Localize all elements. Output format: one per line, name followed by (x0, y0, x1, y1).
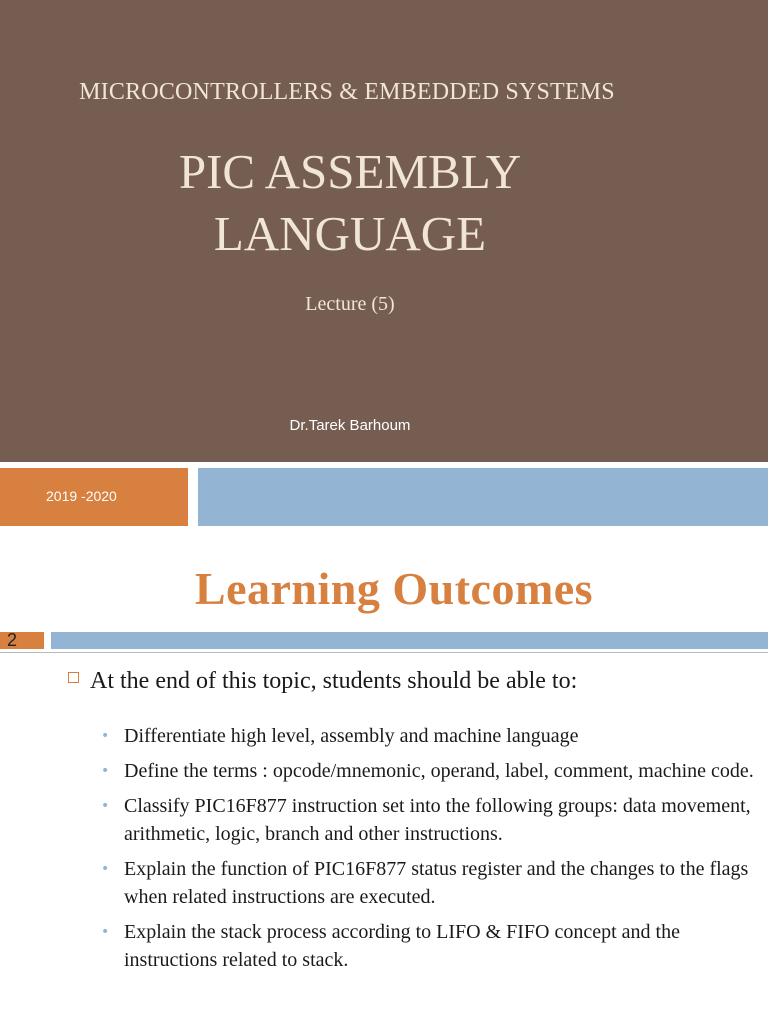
bullet-icon: • (101, 861, 110, 877)
bullet-icon: • (101, 798, 110, 814)
divider (0, 652, 768, 653)
lecture-title-line2: LANGUAGE (213, 206, 487, 261)
list-item (100, 722, 760, 750)
lecture-title (0, 141, 700, 265)
title-panel (0, 0, 768, 462)
outcomes-list (100, 722, 760, 981)
bullet-icon: • (101, 763, 110, 779)
list-item (100, 918, 760, 974)
academic-year: 2019 -2020 (46, 488, 117, 504)
bullet-icon: • (101, 924, 110, 940)
intro-text (68, 668, 758, 695)
outcome-text: Define the terms : opcode/mnemonic, operand, label, comment, machine code. (124, 760, 754, 782)
slide-number-box (0, 632, 44, 649)
decorative-blue-bar (51, 632, 768, 649)
course-title: MICROCONTROLLERS & EMBEDDED SYSTEMS (79, 79, 615, 105)
outcome-text: Explain the function of PIC16F877 status register and the changes to the flags when related instructions are executed. (124, 858, 749, 908)
outcome-text: Explain the stack process according to LIFO & FIFO concept and the instructions related to stack. (124, 921, 680, 971)
list-item (100, 757, 760, 785)
outcome-text: Classify PIC16F877 instruction set into the following groups: data movement, arithmetic, logic, branch and other instructions. (124, 795, 751, 845)
lecture-title-line1: PIC ASSEMBLY (178, 144, 522, 199)
outcome-text: Differentiate high level, assembly and machine language (124, 725, 579, 747)
learning-outcomes-slide (0, 532, 768, 1024)
slide-title: Learning Outcomes (194, 563, 594, 614)
list-item (100, 792, 760, 848)
lecture-number: Lecture (5) (305, 293, 395, 315)
author-name: Dr.Tarek Barhoum (289, 417, 411, 434)
decorative-blue-bar (198, 468, 768, 526)
slide-number: 2 (7, 630, 18, 650)
intro-label: At the end of this topic, students should be able to: (90, 668, 578, 694)
bullet-icon: • (101, 728, 110, 744)
square-bullet-icon (68, 672, 79, 683)
list-item (100, 855, 760, 911)
year-bar (0, 468, 188, 526)
